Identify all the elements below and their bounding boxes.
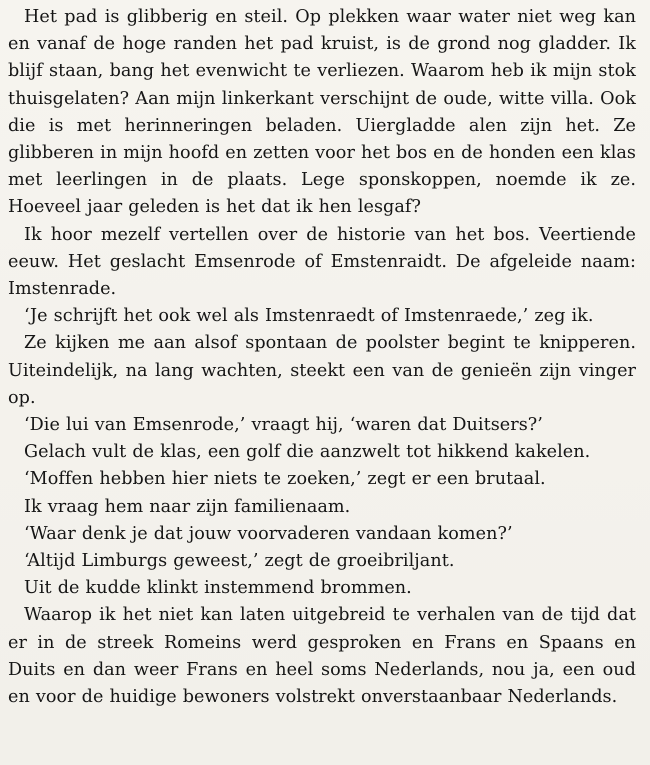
paragraph-3: ‘Je schrijft het ook wel als Imstenraedt of Imstenraede,’ zeg ik. [24,306,594,327]
paragraph-10: ‘Altijd Limburgs geweest,’ zegt de groeibriljant. [24,551,455,572]
paragraph-5: ‘Die lui van Emsenrode,’ vraagt hij, ‘waren dat Duitsers?’ [24,415,543,436]
paragraph-12: Waarop ik het niet kan laten uitgebreid te verhalen van de tijd dat er in de streek Romeins werd gesproken en Frans en Spaans en Duits en dan weer Frans en heel soms Nederlands, nou ja, een oud en voor de huidige bewoners volstrekt onverstaanbaar Nederlands. [8,605,636,708]
paragraph-6: Gelach vult de klas, een golf die aanzwelt tot hikkend kakelen. [24,442,591,463]
body-text [8,4,636,711]
paragraph-4: Ze kijken me aan alsof spontaan de poolster begint te knipperen. Uiteindelijk, na lang wachten, steekt een van de genieën zijn vinger op. [8,333,636,408]
paragraph-2: Ik hoor mezelf vertellen over de historie van het bos. Veertiende eeuw. Het geslacht Emsenrode of Emstenraidt. De afgeleide naam: Imstenrade. [8,224,636,300]
paragraph-9: ‘Waar denk je dat jouw voorvaderen vandaan komen?’ [24,523,513,544]
paragraph-11: Uit de kudde klinkt instemmend brommen. [24,578,412,599]
paragraph-7: ‘Moffen hebben hier niets te zoeken,’ zegt er een brutaal. [24,469,546,490]
paragraph-8: Ik vraag hem naar zijn familienaam. [24,496,351,517]
paragraph-1: Het pad is glibberig en steil. Op plekken waar water niet weg kan en vanaf de hoge randen het pad kruist, is de grond nog gladder. Ik blijf staan, bang het evenwicht te verliezen. Waarom heb ik mijn stok thuisgelaten? Aan mijn linkerkant verschijnt de oude, witte villa. Ook die is met herinneringen beladen. Uiergladde alen zijn het. Ze glibberen in mijn hoofd en zetten voor het bos en de honden een klas met leerlingen in de plaats. Lege sponskoppen, noemde ik ze. Hoeveel jaar geleden is het dat ik hen lesgaf? [8,7,636,218]
